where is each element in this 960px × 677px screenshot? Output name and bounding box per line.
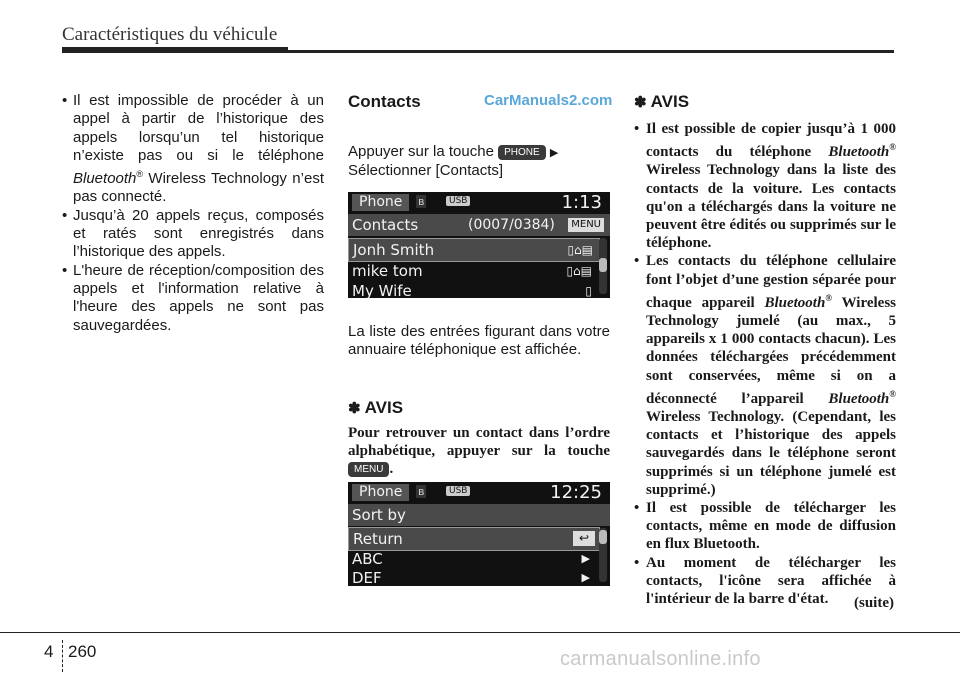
- registered-mark: ®: [825, 292, 833, 303]
- sort-title: Sort by: [352, 506, 406, 524]
- list-item: [348, 567, 598, 586]
- contacts-list: [348, 236, 594, 298]
- contacts-header-row: [348, 214, 610, 236]
- clock-display: 1:13: [561, 192, 602, 213]
- screen-status-bar: [348, 192, 610, 213]
- scrollbar-thumb: [599, 530, 607, 544]
- chevron-right-icon: ▶: [581, 552, 590, 565]
- screen-scrollbar: [599, 528, 607, 582]
- bluetooth-icon: ʙ: [418, 485, 425, 498]
- contact-name: mike tom: [352, 262, 423, 280]
- bullet-text: Il est possible de télécharger les contacts, même en mode de diffusion en flux Bluetooth.: [646, 500, 896, 553]
- sort-by-screen: [348, 482, 610, 586]
- avis-text: .: [389, 461, 394, 477]
- bluetooth-brand: Bluetooth: [828, 390, 890, 407]
- contacts-count: (0007/0384): [468, 217, 555, 233]
- bullet-text: Wireless Technology. (Cependant, les contacts et l’historique des appels sauvegardés dans le téléphone seront supprimés si un téléphone jumelé est supprimé.): [646, 409, 896, 498]
- bullet-text: L'heure de réception/composition des appels et l'information relative à l'heure des appels ne sont pas sauvegardées.: [73, 261, 324, 334]
- option-label: Return: [353, 530, 403, 548]
- bullet-dot: •: [634, 121, 640, 137]
- bullet-dot: •: [62, 92, 68, 109]
- section-title-contacts: Contacts: [348, 92, 421, 111]
- bullet-item: [634, 499, 896, 554]
- bullet-item: [62, 207, 324, 262]
- bullet-dot: •: [62, 261, 68, 279]
- phone-key-badge: PHONE: [498, 145, 546, 160]
- bullet-item: [634, 120, 896, 252]
- source-label: Phone: [352, 484, 409, 501]
- option-label: DEF: [352, 569, 382, 586]
- sort-options-list: [348, 526, 594, 586]
- contact-type-icons: ▯⌂▤: [567, 243, 593, 257]
- scrollbar-thumb: [599, 258, 607, 272]
- asterisk-icon: ✽: [348, 400, 361, 417]
- page-number: 260: [68, 642, 97, 661]
- footer-rule: [0, 632, 960, 633]
- contacts-instruction: [348, 143, 610, 180]
- option-label: ABC: [352, 550, 383, 568]
- avis-text: Pour retrouver un contact dans l’ordre alphabétique, appuyer sur la touche: [348, 425, 610, 459]
- footer-separator: [62, 640, 63, 672]
- column-3: [634, 120, 896, 608]
- watermark-carmanuals: CarManuals2.com: [484, 92, 613, 109]
- bluetooth-brand: Bluetooth: [73, 170, 137, 188]
- bullet-text: Wireless Technology dans la liste des contacts de la voiture. Les contacts qu'on a téléchargés dans la voiture ne peuvent être édités ou supprimés sur le téléphone.: [646, 162, 896, 252]
- contacts-description: La liste des entrées figurant dans votre annuaire téléphonique est affichée.: [348, 323, 610, 358]
- chapter-number: 4: [44, 642, 54, 661]
- screen-status-bar: [348, 482, 610, 503]
- avis-title: [348, 398, 403, 418]
- return-icon: ↩: [573, 531, 595, 546]
- bullet-item: [62, 262, 324, 335]
- contact-type-icons: ▯: [585, 284, 592, 298]
- arrow-right-icon: ▶: [549, 147, 559, 159]
- bullet-dot: •: [634, 554, 640, 571]
- bullet-dot: •: [634, 253, 640, 270]
- list-item: [348, 260, 598, 282]
- bullet-item: [62, 92, 324, 207]
- bullet-text: Wireless Technology n’est pas connecté.: [73, 170, 324, 206]
- instruction-text: Appuyer sur la touche: [348, 143, 494, 160]
- list-item: [348, 238, 600, 262]
- source-label: Phone: [352, 194, 409, 211]
- menu-badge: MENU: [568, 218, 604, 232]
- registered-mark: ®: [889, 142, 896, 153]
- column-1: [62, 92, 324, 335]
- registered-mark: ®: [889, 388, 896, 399]
- usb-icon: USB: [446, 196, 470, 206]
- contact-name: My Wife: [352, 282, 412, 298]
- header-rule: [62, 50, 894, 53]
- bluetooth-brand: Bluetooth: [764, 294, 826, 311]
- sort-header-row: [348, 504, 610, 526]
- chevron-right-icon: ▶: [581, 571, 590, 584]
- list-item: [348, 280, 598, 298]
- instruction-text: Sélectionner [Contacts]: [348, 162, 504, 179]
- bullet-text: Au moment de télécharger les contacts, l'icône sera affichée à l'intérieur de la barre d'état.: [646, 554, 896, 608]
- contact-name: Jonh Smith: [353, 241, 435, 259]
- contacts-screen: [348, 192, 610, 298]
- watermark-carmanualsonline: carmanualsonline.info: [560, 648, 761, 670]
- bluetooth-icon: ʙ: [418, 195, 425, 208]
- avis-title: [634, 92, 689, 112]
- bullet-text: Les contacts du téléphone cellulaire font l’objet d’une gestion séparée pour chaque appareil: [646, 253, 896, 311]
- page-header-title: Caractéristiques du véhicule: [62, 24, 278, 45]
- usb-icon: USB: [446, 486, 470, 496]
- avis-body: [348, 424, 610, 478]
- bullet-dot: •: [62, 206, 68, 224]
- menu-key-badge: MENU: [348, 462, 389, 477]
- bullet-text: Il est impossible de procéder à un appel à partir de l’historique des appels lorsqu’un tel historique n’existe pas ou si le téléphone: [73, 92, 324, 164]
- bullet-text: Jusqu’à 20 appels reçus, composés et ratés sont enregistrés dans l’historique des appels.: [73, 206, 324, 261]
- contact-type-icons: ▯⌂▤: [566, 264, 592, 278]
- avis-title-text: AVIS: [364, 398, 404, 417]
- clock-display: 12:25: [550, 482, 602, 503]
- screen-scrollbar: [599, 238, 607, 294]
- bullet-dot: •: [634, 500, 640, 517]
- bullet-text: Il est possible de copier jusqu’à 1 000 contacts du téléphone: [646, 121, 896, 161]
- contacts-title: Contacts: [352, 216, 419, 234]
- asterisk-icon: ✽: [634, 94, 647, 111]
- avis-title-text: AVIS: [650, 92, 690, 111]
- bluetooth-brand: Bluetooth: [828, 144, 890, 161]
- registered-mark: ®: [136, 169, 144, 180]
- continued-label: (suite): [854, 595, 894, 611]
- bullet-item: [634, 252, 896, 499]
- bullet-text: Wireless Technology jumelé (au max., 5 appareils x 1 000 contacts chacun). Les données téléchargées précédemment sont conservées, même si on a déconnecté l’appareil: [646, 294, 897, 407]
